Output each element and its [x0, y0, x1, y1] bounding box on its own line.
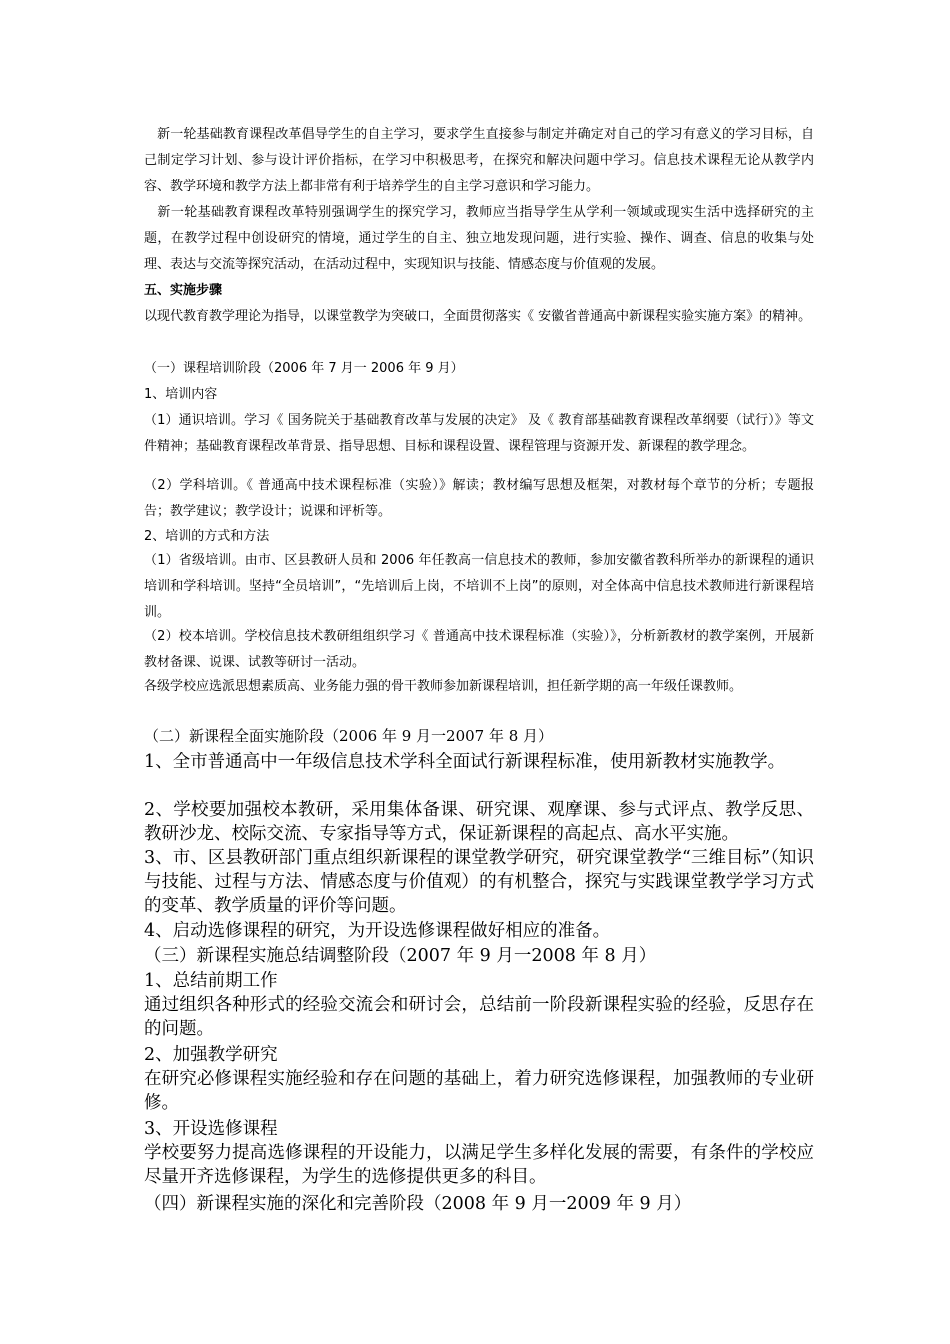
stage-heading-summary-adjustment: （三）新课程实施总结调整阶段（2007 年 9 月一2008 年 8 月）	[144, 946, 657, 966]
subheading-training-content: 1、培训内容	[144, 387, 218, 402]
paragraph-classroom-research: 3、市、区县教研部门重点组织新课程的课堂教学研究，研究课堂教学“三维目标”（知识与技能、过程与方法、情感态度与价值观）的有机整合，探究与实践课堂教学学习方式的变革、教学质量的评价等问题。	[144, 848, 814, 916]
paragraph-inquiry-learning: 新一轮基础教育课程改革特别强调学生的探究学习，教师应当指导学生从学利一领域或现实生活中选择研究的主题，在教学过程中创设研究的情境，通过学生的自主、独立地发现问题，进行实验、操作、调查、信息的收集与处理、表达与交流等探究活动，在活动过程中，实现知识与技能、情感态度与价值观的发展。	[144, 205, 814, 272]
stage-heading-deepening: （四）新课程实施的深化和完善阶段（2008 年 9 月一2009 年 9 月）	[144, 1194, 692, 1214]
paragraph-general-training: （1）通识培训。学习《 国务院关于基础教育改革与发展的决定》 及《 教育部基础教育课程改革纲要（试行）》等文件精神；基础教育课程改革背景、指导思想、目标和课程设置、课程管理与资源开发、新课程的教学理念。	[144, 413, 814, 454]
paragraph-school-research: 2、学校要加强校本教研，采用集体备课、研究课、观摩课、参与式评点、教学反思、教研沙龙、校际交流、专家指导等方式，保证新课程的高起点、高水平实施。	[144, 800, 814, 844]
stage-heading-full-implementation: （二）新课程全面实施阶段（2006 年 9 月一2007 年 8 月）	[144, 727, 554, 745]
paragraph-elective-start: 4、启动选修课程的研究，为开设选修课程做好相应的准备。	[144, 921, 611, 941]
paragraph-elective-research: 在研究必修课程实施经验和存在问题的基础上，着力研究选修课程，加强教师的专业研修。	[144, 1069, 814, 1113]
paragraph-subject-training: （2）学科培训。《 普通高中技术课程标准（实验）》解读；教材编写思想及框架，对教材每个章节的分析；专题报告；教学建议；教学设计；说课和评析等。	[144, 478, 814, 519]
paragraph-guiding-principle: 以现代教育教学理论为指导，以课堂教学为突破口，全面贯彻落实《 安徽省普通高中新课程实验实施方案》的精神。	[144, 309, 812, 324]
paragraph-autonomous-learning: 新一轮基础教育课程改革倡导学生的自主学习，要求学生直接参与制定并确定对自己的学习有意义的学习目标，自己制定学习计划、参与设计评价指标，在学习中积极思考，在探究和解决问题中学习。信息技术课程无论从教学内容、教学环境和教学方法上都非常有利于培养学生的自主学习意识和学习能力。	[144, 127, 814, 194]
subheading-summarize-work: 1、总结前期工作	[144, 971, 278, 991]
paragraph-full-trial: 1、全市普通高中一年级信息技术学科全面试行新课程标准，使用新教材实施教学。	[144, 752, 786, 772]
paragraph-teacher-selection: 各级学校应选派思想素质高、业务能力强的骨干教师参加新课程培训，担任新学期的高一年级任课教师。	[144, 679, 743, 694]
paragraph-experience-exchange: 通过组织各种形式的经验交流会和研讨会，总结前一阶段新课程实验的经验，反思存在的问题。	[144, 995, 814, 1039]
paragraph-provincial-training: （1）省级培训。由市、区县教研人员和 2006 年任教高一信息技术的教师，参加安徽省教科所举办的新课程的通识培训和学科培训。坚持“全员培训”，“先培训后上岗，不培训不上岗”的原则，对全体高中信息技术教师进行新课程培训。	[144, 553, 814, 620]
section-heading-implementation-steps: 五、实施步骤	[144, 283, 223, 298]
subheading-offer-electives: 3、开设选修课程	[144, 1119, 278, 1139]
paragraph-elective-capacity: 学校要努力提高选修课程的开设能力，以满足学生多样化发展的需要，有条件的学校应尽量开齐选修课程，为学生的选修提供更多的科目。	[144, 1143, 814, 1187]
paragraph-school-training: （2）校本培训。学校信息技术教研组组织学习《 普通高中技术课程标准（实验）》，分析新教材的教学案例，开展新教材备课、说课、试教等研讨一活动。	[144, 629, 814, 670]
stage-heading-training: （一）课程培训阶段（2006 年 7 月一 2006 年 9 月）	[144, 361, 464, 376]
subheading-training-methods: 2、培训的方式和方法	[144, 529, 270, 544]
subheading-strengthen-research: 2、加强教学研究	[144, 1045, 278, 1065]
